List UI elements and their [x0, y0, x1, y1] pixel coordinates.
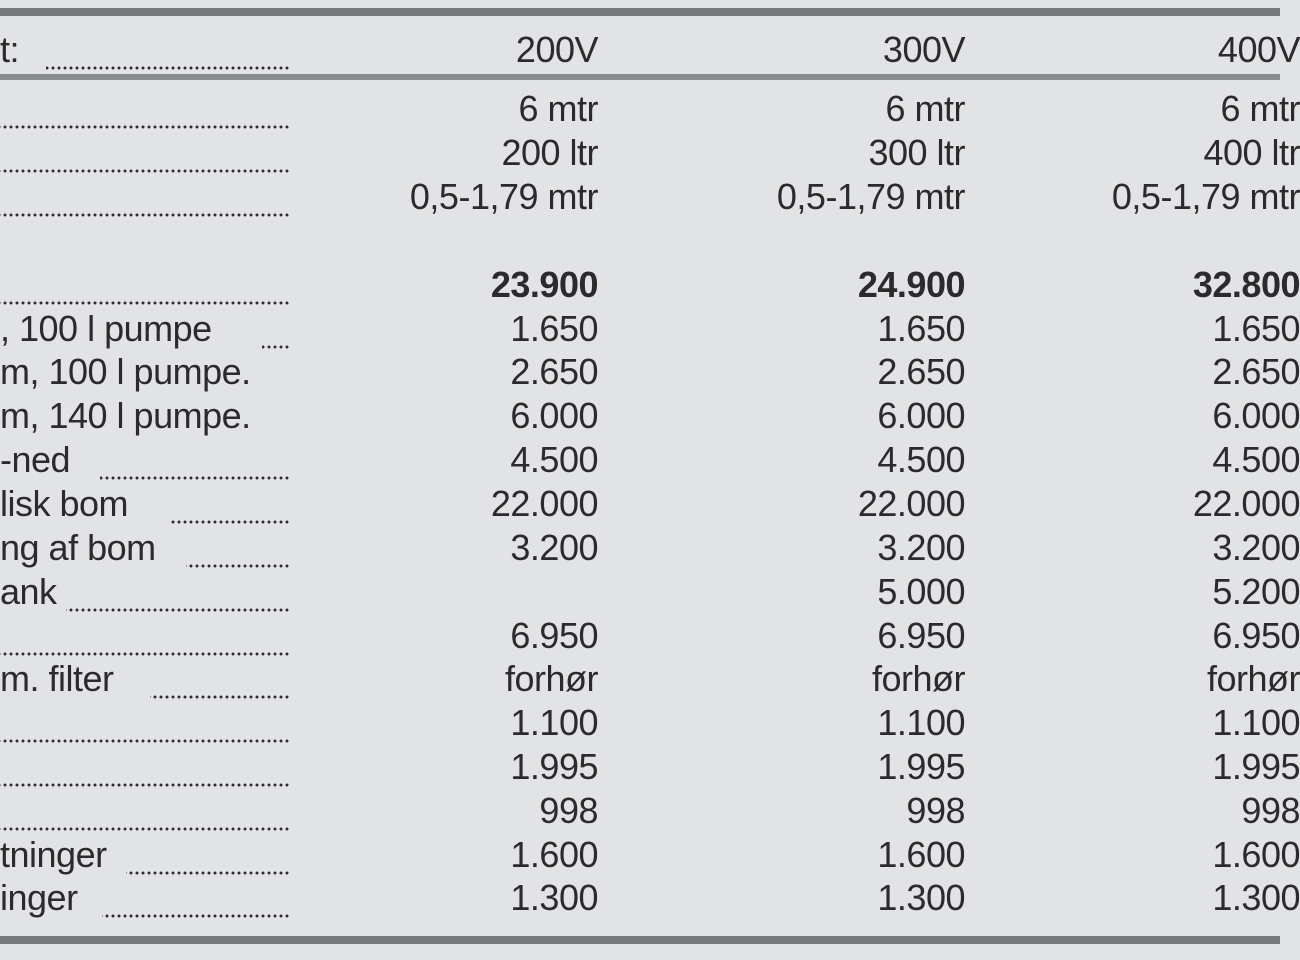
row-label — [0, 482, 292, 526]
top-rule — [0, 8, 1280, 16]
row-value-col-1: 6.950 — [510, 615, 598, 656]
row-label-text: , 100 l pumpe — [0, 308, 212, 349]
row-value-col-2: 1.100 — [877, 702, 965, 743]
row-value-col-1: 1.100 — [510, 702, 598, 743]
row-label-text: lisk bom — [0, 483, 129, 524]
table-row — [0, 87, 1300, 131]
leader-dots — [0, 739, 290, 743]
row-value-col-2: 300 ltr — [868, 132, 965, 173]
leader-dots — [126, 871, 290, 875]
leader-dots — [46, 66, 290, 70]
leader-dots — [0, 169, 290, 173]
row-label — [0, 394, 292, 438]
row-value-col-3: 6.950 — [1212, 615, 1300, 656]
leader-dots — [100, 476, 290, 480]
row-value-col-3: 1.600 — [1212, 834, 1300, 875]
row-value-col-2: 5.000 — [877, 571, 965, 612]
row-value-col-1: 998 — [539, 790, 598, 831]
row-value-col-2: 6.000 — [877, 395, 965, 436]
header-col-300v: 300V — [882, 29, 965, 70]
table-row — [0, 438, 1300, 482]
header-label — [0, 28, 292, 72]
leader-dots — [150, 695, 290, 699]
row-label — [0, 131, 292, 175]
row-value-col-3: 1.100 — [1212, 702, 1300, 743]
row-value-col-3: 1.300 — [1212, 877, 1300, 918]
row-label-text: m, 100 l pumpe. — [0, 351, 251, 392]
table-row — [0, 263, 1300, 307]
row-value-col-3: 4.500 — [1212, 439, 1300, 480]
bottom-rule — [0, 936, 1280, 944]
row-value-col-2: 4.500 — [877, 439, 965, 480]
row-label — [0, 438, 292, 482]
leader-dots — [0, 652, 290, 656]
leader-dots — [262, 345, 290, 349]
row-value-col-3: 6.000 — [1212, 395, 1300, 436]
table-row — [0, 745, 1300, 789]
row-value-col-3: 0,5-1,79 mtr — [1111, 176, 1300, 217]
row-value-col-1: 3.200 — [510, 527, 598, 568]
row-label — [0, 876, 292, 920]
leader-dots — [0, 783, 290, 787]
row-value-col-3: 1.995 — [1212, 746, 1300, 787]
row-value-col-2: 24.900 — [857, 264, 965, 305]
row-label — [0, 789, 292, 833]
row-value-col-2: 3.200 — [877, 527, 965, 568]
header-col-400v: 400V — [1217, 29, 1300, 70]
row-label — [0, 614, 292, 658]
row-value-col-1: 2.650 — [510, 351, 598, 392]
row-label-text: m, 140 l pumpe. — [0, 395, 251, 436]
row-label-text: -ned — [0, 439, 71, 480]
row-value-col-1: 1.300 — [510, 877, 598, 918]
table-row — [0, 482, 1300, 526]
row-value-col-3: 3.200 — [1212, 527, 1300, 568]
leader-dots — [0, 301, 290, 305]
header-col-200v: 200V — [515, 29, 598, 70]
leader-dots — [0, 213, 290, 217]
row-label — [0, 701, 292, 745]
row-value-col-1: 23.900 — [490, 264, 598, 305]
row-value-col-3: 32.800 — [1192, 264, 1300, 305]
leader-dots — [0, 125, 290, 129]
table-row — [0, 526, 1300, 570]
header-rule — [0, 74, 1280, 80]
row-label-text: inger — [0, 877, 78, 918]
leader-dots — [0, 827, 290, 831]
row-value-col-1: 1.650 — [510, 308, 598, 349]
row-label-text: ng af bom — [0, 527, 156, 568]
table-row — [0, 175, 1300, 219]
table-row — [0, 657, 1300, 701]
row-value-col-2: 1.995 — [877, 746, 965, 787]
table-row — [0, 833, 1300, 877]
row-value-col-3: 998 — [1241, 790, 1300, 831]
row-value-col-1: 4.500 — [510, 439, 598, 480]
table-row — [0, 570, 1300, 614]
row-label-text: tninger — [0, 834, 107, 875]
row-value-col-3: forhør — [1206, 658, 1300, 699]
row-value-col-1: 1.600 — [510, 834, 598, 875]
row-value-col-3: 1.650 — [1212, 308, 1300, 349]
table-row — [0, 789, 1300, 833]
row-label — [0, 570, 292, 614]
row-value-col-3: 400 ltr — [1203, 132, 1300, 173]
header-row — [0, 28, 1300, 72]
row-value-col-3: 2.650 — [1212, 351, 1300, 392]
row-value-col-1: 200 ltr — [501, 132, 598, 173]
row-value-col-1: 1.995 — [510, 746, 598, 787]
leader-dots — [170, 520, 290, 524]
row-label — [0, 657, 292, 701]
row-value-col-2: 1.300 — [877, 877, 965, 918]
row-value-col-2: 22.000 — [857, 483, 965, 524]
leader-dots — [66, 608, 290, 612]
row-label — [0, 87, 292, 131]
row-value-col-2: 998 — [906, 790, 965, 831]
row-label — [0, 350, 292, 394]
row-label-text: m. filter — [0, 658, 114, 699]
row-value-col-1: forhør — [504, 658, 598, 699]
row-value-col-1: 6.000 — [510, 395, 598, 436]
row-value-col-2: 2.650 — [877, 351, 965, 392]
table-row — [0, 307, 1300, 351]
row-label — [0, 745, 292, 789]
table-row — [0, 614, 1300, 658]
row-label — [0, 526, 292, 570]
table-row — [0, 876, 1300, 920]
row-value-col-3: 6 mtr — [1220, 88, 1300, 129]
row-value-col-2: 0,5-1,79 mtr — [776, 176, 965, 217]
row-label — [0, 175, 292, 219]
leader-dots — [102, 914, 290, 918]
row-value-col-2: forhør — [871, 658, 965, 699]
row-label — [0, 263, 292, 307]
row-label-text: ank — [0, 571, 57, 612]
table-row — [0, 701, 1300, 745]
table-row — [0, 350, 1300, 394]
row-value-col-3: 22.000 — [1192, 483, 1300, 524]
row-label — [0, 833, 292, 877]
header-label-text: t: — [0, 29, 20, 70]
row-value-col-1: 22.000 — [490, 483, 598, 524]
row-label — [0, 307, 292, 351]
row-value-col-1: 6 mtr — [518, 88, 598, 129]
row-value-col-2: 1.600 — [877, 834, 965, 875]
table-row — [0, 394, 1300, 438]
row-value-col-2: 6.950 — [877, 615, 965, 656]
row-value-col-2: 6 mtr — [885, 88, 965, 129]
row-value-col-3: 5.200 — [1212, 571, 1300, 612]
row-value-col-1: 0,5-1,79 mtr — [409, 176, 598, 217]
table-row — [0, 131, 1300, 175]
row-value-col-2: 1.650 — [877, 308, 965, 349]
leader-dots — [186, 564, 290, 568]
